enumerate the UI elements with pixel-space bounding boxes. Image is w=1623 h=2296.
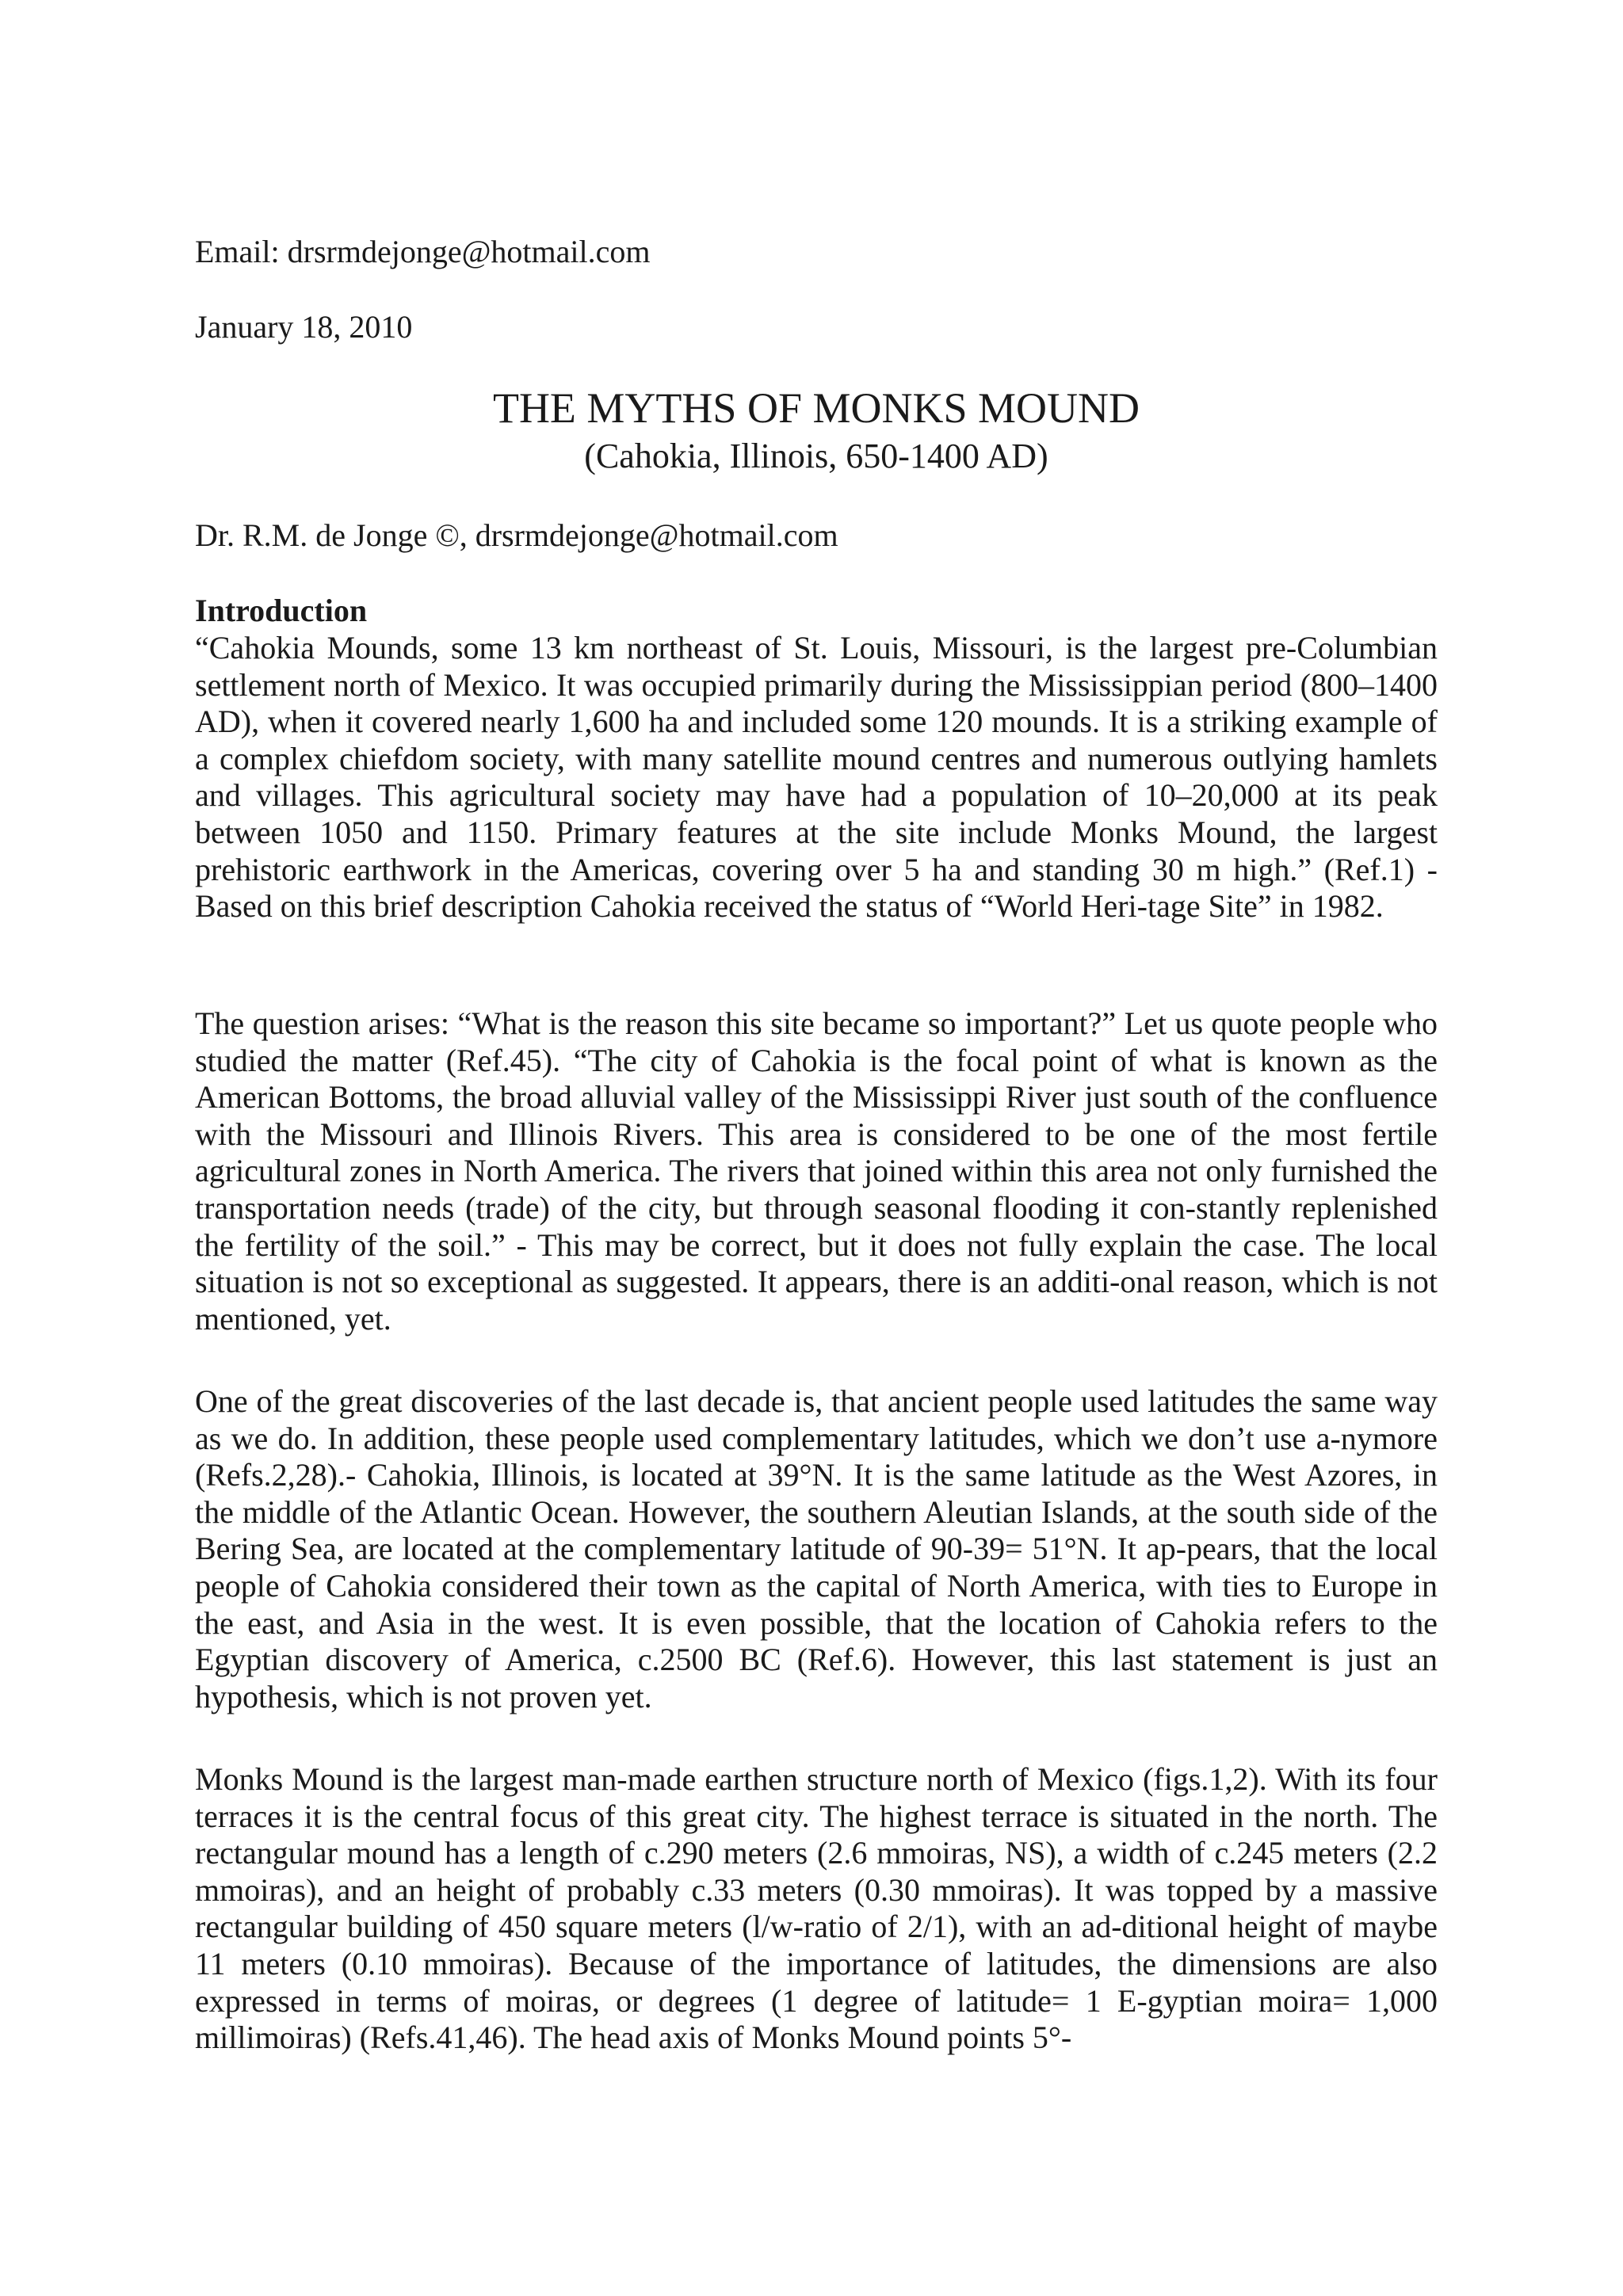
email-line: Email: drsrmdejonge@hotmail.com: [195, 234, 651, 269]
paragraph-1: “Cahokia Mounds, some 13 km northeast of St. Louis, Missouri, is the largest pre-Columbian settlement north of Mexico. It was occupied primarily during the Mississippian period (800–1400 AD), when it covered nearly 1,600 ha and included some 120 mounds. It is a striking example of a complex chiefdom society, with many satellite mound centres and numerous outlying hamlets and villages. This agricultural society may have had a population of 10–20,000 at its peak between 1050 and 1150. Primary features at the site include Monks Mound, the largest prehistoric earthwork in the Americas, covering over 5 ha and standing 30 m high.” (Ref.1) - Based on this brief description Cahokia received the status of “World Heri-tage Site” in 1982.: [195, 630, 1438, 925]
paragraph-3: One of the great discoveries of the last decade is, that ancient people used latitudes the same way as we do. In addition, these people used complementary latitudes, which we don’t use a-nymore (Refs.2,28).- Cahokia, Illinois, is located at 39°N. It is the same latitude as the West Azores, in the middle of the Atlantic Ocean. However, the southern Aleutian Islands, at the south side of the Bering Sea, are located at the complementary latitude of 90-39= 51°N. It ap-pears, that the local people of Cahokia considered their town as the capital of North America, with ties to Europe in the east, and Asia in the west. It is even possible, that the location of Cahokia refers to the Egyptian discovery of America, c.2500 BC (Ref.6). However, this last statement is just an hypothesis, which is not proven yet.: [195, 1383, 1438, 1714]
paragraph-2: The question arises: “What is the reason this site became so important?” Let us quote people who studied the matter (Ref.45). “The city of Cahokia is the focal point of what is known as the American Bottoms, the broad alluvial valley of the Mississippi River just south of the confluence with the Missouri and Illinois Rivers. This area is considered to be one of the most fertile agricultural zones in North America. The rivers that joined within this area not only furnished the transportation needs (trade) of the city, but through seasonal flooding it con-stantly replenished the fertility of the soil.” - This may be correct, but it does not fully explain the case. The local situation is not so exceptional as suggested. It appears, there is an additi-onal reason, which is not mentioned, yet.: [195, 1005, 1438, 1337]
date-line: January 18, 2010: [195, 309, 413, 345]
page-subtitle: (Cahokia, Illinois, 650-1400 AD): [584, 437, 1048, 475]
page-title: THE MYTHS OF MONKS MOUND: [492, 384, 1140, 432]
section-heading: Introduction: [195, 593, 368, 628]
paragraph-4: Monks Mound is the largest man-made earthen structure north of Mexico (figs.1,2). With its four terraces it is the central focus of this great city. The highest terrace is situated in the north. The rectangular mound has a length of c.290 meters (2.6 mmoiras, NS), a width of c.245 meters (2.2 mmoiras), and an height of probably c.33 meters (0.30 mmoiras). It was topped by a massive rectangular building of 450 square meters (l/w-ratio of 2/1), with an ad-ditional height of maybe 11 meters (0.10 mmoiras). Because of the importance of latitudes, the dimensions are also expressed in terms of moiras, or degrees (1 degree of latitude= 1 E-gyptian moira= 1,000 millimoiras) (Refs.41,46). The head axis of Monks Mound points 5°-: [195, 1761, 1438, 2056]
author-line: Dr. R.M. de Jonge ©, drsrmdejonge@hotmail.com: [195, 517, 838, 553]
